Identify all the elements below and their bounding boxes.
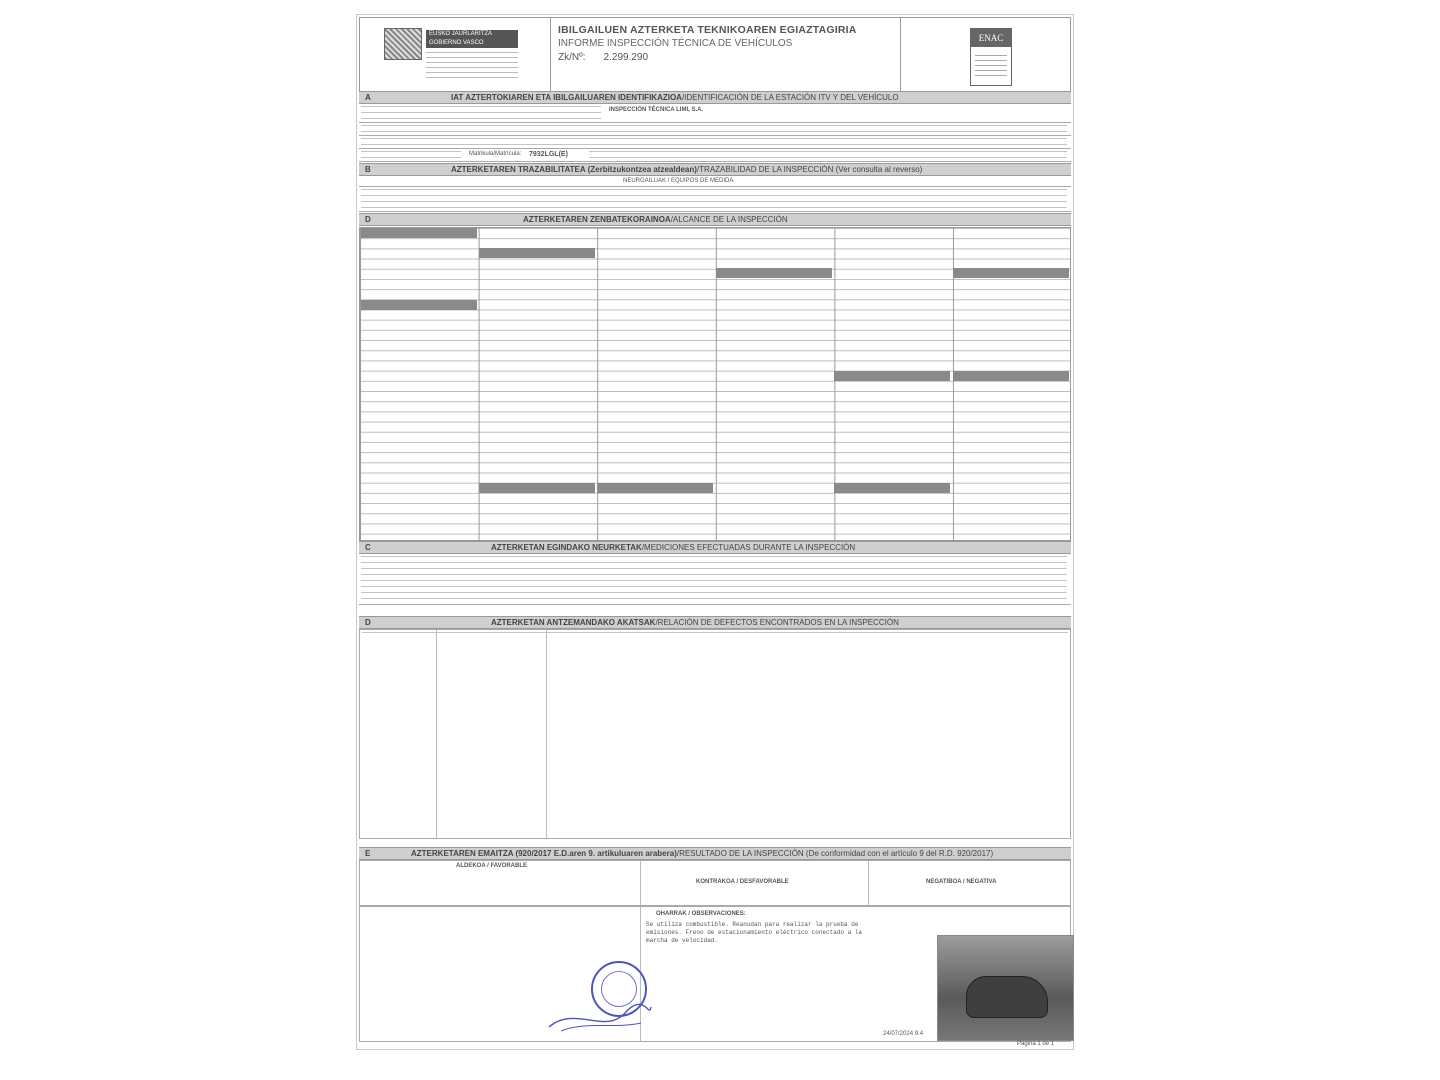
basque-government-crest-icon (384, 28, 422, 60)
section-defects-header: D AZTERKETAN ANTZEMANDAKO AKATSAK/RELACIÓN DE DEFECTOS ENCONTRADOS EN LA INSPECCIÓN (359, 616, 1071, 629)
result-unfavorable: KONTRAKOA / DESFAVORABLE (696, 879, 789, 885)
observations-label: OHARRAK / OBSERVACIONES: (656, 911, 746, 917)
plate-row (359, 149, 1071, 162)
inspection-checklist-grid (359, 227, 1071, 541)
vehicle-photo (937, 935, 1074, 1041)
section-a-header: A IAT AZTERTOKIAREN ETA IBILGAILUAREN IDENTIFIKAZIOA/IDENTIFICACIÓN DE LA ESTACIÓN ITV Y DEL VEHÍCULO (359, 91, 1071, 104)
station-row (359, 104, 1071, 123)
measurements-area (359, 554, 1071, 605)
station-name: INSPECCIÓN TÉCNICA LIMI, S.A. (609, 107, 704, 113)
defects-table (359, 629, 1071, 839)
section-b-header: B AZTERKETAREN TRAZABILITATEA (Zerbitzukontzea atzealdean)/TRAZABILIDAD DE LA INSPECCIÓN (Ver consulta al reverso) (359, 163, 1071, 176)
traceability-row (359, 187, 1071, 212)
footer-date: 24/07/2024 9:4 (883, 1031, 924, 1037)
result-negative: NEGATIBOA / NEGATIVA (926, 879, 997, 885)
title-basque: IBILGAILUEN AZTERKETA TEKNIKOAREN EGIAZTAGIRIA (558, 24, 857, 36)
enac-text: ENAC (971, 29, 1011, 47)
equipment-label: NEURGAILUAK / EQUIPOS DE MEDIDA (623, 178, 734, 184)
report-number: 2.299.290 (603, 52, 649, 63)
section-e-header: E AZTERKETAREN EMAITZA (920/2017 E.D.aren 9. artikuluaren arabera)/RESULTADO DE LA INSPECCIÓN (De conformidad con el artículo 9 del R.D. 920/2017) (359, 847, 1071, 860)
observations-text: Se utiliza combustible. Reanudan para realizar la prueba de emisiones. Freno de estacionamiento eléctrico conectado a la marcha de velocidad. (646, 921, 863, 944)
enac-logo (970, 28, 1012, 86)
government-name: EUSKO JAURLARITZA GOBIERNO VASCO (426, 30, 518, 48)
section-scope-header: D AZTERKETAREN ZENBATEKORAINOA/ALCANCE DE LA INSPECCIÓN (359, 213, 1071, 226)
plate-number: 7932LGL(E) (529, 151, 568, 158)
inspection-report-page (356, 14, 1074, 1050)
plate-label: Matrikula/Matrícula: (469, 151, 522, 157)
page-number: Página 1 de 1 (1017, 1041, 1055, 1047)
result-favorable: ALDEKOA / FAVORABLE (456, 863, 528, 869)
result-options (359, 860, 1071, 906)
report-number-label: Zk/Nº: (558, 52, 586, 63)
title-spanish: INFORME INSPECCIÓN TÉCNICA DE VEHÍCULOS (558, 38, 793, 49)
section-c-header: C AZTERKETAN EGINDAKO NEURKETAK/MEDICIONES EFECTUADAS DURANTE LA INSPECCIÓN (359, 541, 1071, 554)
signature (545, 995, 655, 1035)
report-header (359, 17, 1071, 93)
government-department-text (426, 52, 518, 82)
